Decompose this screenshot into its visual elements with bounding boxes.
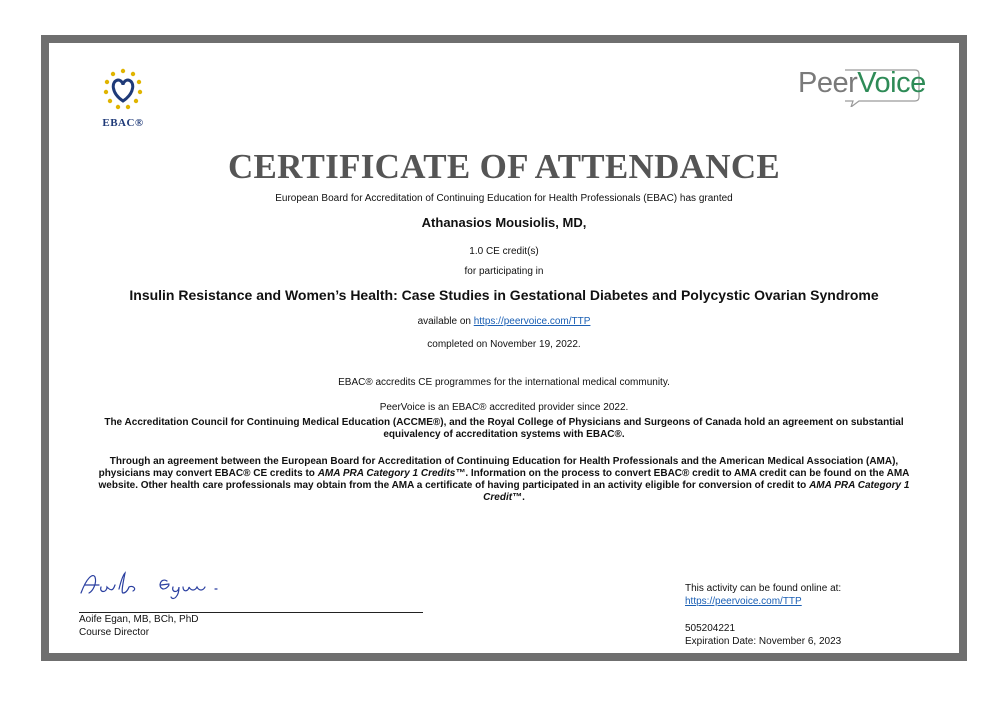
signatory-role: Course Director <box>79 627 150 638</box>
activity-info <box>685 582 841 648</box>
ebac-accredits-text: EBAC® accredits CE programmes for the international medical community. <box>338 377 670 388</box>
peervoice-logo <box>798 67 926 100</box>
peervoice-logo-voice: Voice <box>857 67 926 99</box>
ama-credit-term-1: AMA PRA Category 1 Credits™ <box>317 468 466 479</box>
spacer <box>685 608 841 622</box>
course-title: Insulin Resistance and Women’s Health: Case Studies in Gestational Diabetes and Polycystic Ovarian Syndrome <box>129 287 879 303</box>
signatory <box>79 613 199 639</box>
ama-note-part3: . <box>522 492 525 503</box>
ama-credit-term-2: AMA PRA Category 1 Credit™ <box>483 480 910 503</box>
signatory-name: Aoife Egan, MB, BCh, PhD <box>79 614 199 625</box>
completed-date: completed on November 19, 2022. <box>427 339 581 350</box>
course-url-link[interactable]: https://peervoice.com/TTP <box>473 316 591 327</box>
ebac-logo-icon <box>97 61 149 125</box>
certificate-border <box>41 35 967 661</box>
expiration-date: Expiration Date: November 6, 2023 <box>685 636 842 647</box>
online-label: This activity can be found online at: <box>685 583 842 594</box>
recipient-name: Athanasios Mousiolis, MD, <box>421 215 587 230</box>
granted-by-text: European Board for Accreditation of Continuing Education for Health Professionals (EBAC) has granted <box>275 193 733 204</box>
provider-note: PeerVoice is an EBAC® accredited provider since 2022. <box>379 402 629 413</box>
certificate-page <box>49 43 959 653</box>
participation-text: for participating in <box>464 266 544 277</box>
online-url-link[interactable]: https://peervoice.com/TTP <box>685 596 802 607</box>
ama-conversion-note <box>89 456 919 504</box>
ama-note-part1: Through an agreement between the European Board for Accreditation of Continuing Education for Health Professionals and the American Medical Association (AMA), physicians may convert EBAC® CE credits to <box>98 456 899 479</box>
ebac-logo-text: EBAC® <box>102 117 144 129</box>
available-on-prefix: available on <box>417 316 471 327</box>
available-on-line <box>49 316 959 327</box>
accme-note: The Accreditation Council for Continuing Medical Education (ACCME®), and the Royal College of Physicians and Surgeons of Canada hold an agreement on substantial equivalency of accreditation systems with EBAC®. <box>104 417 904 440</box>
certificate-title: CERTIFICATE OF ATTENDANCE <box>227 147 781 186</box>
credits-text: 1.0 CE credit(s) <box>469 246 539 257</box>
activity-id: 505204221 <box>685 623 736 634</box>
ama-note-part2: . Information on the process to convert EBAC® credit to AMA credit can be found on the AMA website. Other health care professionals may obtain from the AMA a certificate of having participated in an activity eligible for conversion of credit to <box>98 468 910 491</box>
peervoice-logo-peer: Peer <box>798 67 858 99</box>
signature-image <box>77 567 257 601</box>
